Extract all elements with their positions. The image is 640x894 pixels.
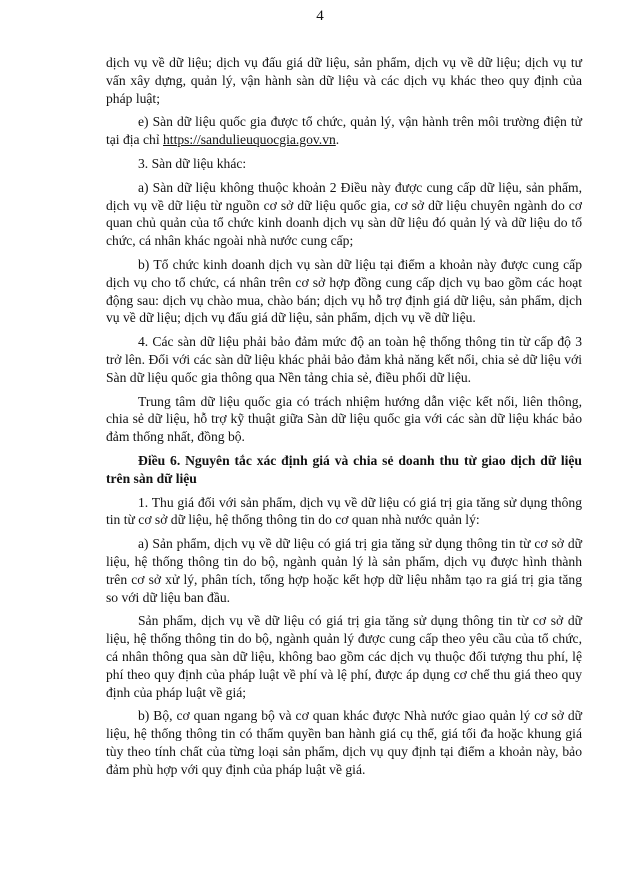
paragraph-continued: dịch vụ về dữ liệu; dịch vụ đấu giá dữ liệu, sản phẩm, dịch vụ về dữ liệu; dịch vụ tư vấn xây dựng, quản lý, vận hành sàn dữ liệu và các dịch vụ khác theo quy định của pháp luật; (106, 55, 582, 106)
paragraph-3a: a) Sàn dữ liệu không thuộc khoản 2 Điều này được cung cấp dữ liệu, sản phẩm, dịch vụ về dữ liệu từ nguồn cơ sở dữ liệu quốc gia, cơ sở dữ liệu chuyên ngành do cơ quan chủ quản của tổ chức kinh doanh dịch vụ sàn dữ liệu đó quản lý và dữ liệu do tổ chức, cá nhân khác ngoài nhà nước cung cấp; (106, 179, 582, 249)
paragraph-6-1a-continued: Sản phẩm, dịch vụ về dữ liệu có giá trị gia tăng sử dụng thông tin từ cơ sở dữ liệu, hệ thống thông tin do bộ, ngành quản lý được cung cấp theo yêu cầu của tổ chức, cá nhân thông qua sàn dữ liệu, không bao gồm các dịch vụ thuộc đối tượng thu phí, lệ phí theo quy định của pháp luật về phí và lệ phí, được áp dụng cơ chế thu giá theo quy định của pháp luật về giá; (106, 613, 582, 700)
paragraph-4: 4. Các sàn dữ liệu phải bảo đảm mức độ an toàn hệ thống thông tin từ cấp độ 3 trở lên. Đối với các sàn dữ liệu khác phải bảo đảm khả năng kết nối, chia sẻ dữ liệu với Sàn dữ liệu quốc gia thông qua Nền tảng chia sẻ, điều phối dữ liệu. (106, 334, 582, 385)
paragraph-4-continued: Trung tâm dữ liệu quốc gia có trách nhiệm hướng dẫn việc kết nối, liên thông, chia sẻ dữ liệu, hỗ trợ kỹ thuật giữa Sàn dữ liệu quốc gia với các sàn dữ liệu khác bảo đảm thống nhất, đồng bộ. (106, 393, 582, 445)
paragraph-3-heading: 3. Sàn dữ liệu khác: (138, 155, 247, 171)
document-body (106, 54, 582, 784)
paragraph-2e-text: e) Sàn dữ liệu quốc gia được tổ chức, quản lý, vận hành trên môi trường điện tử tại địa chỉ (106, 114, 582, 148)
page-number: 4 (316, 8, 324, 24)
article-6-title: Điều 6. Nguyên tắc xác định giá và chia sẻ doanh thu từ giao dịch dữ liệu trên sàn dữ liệu (106, 452, 582, 486)
paragraph-3b: b) Tổ chức kinh doanh dịch vụ sàn dữ liệu tại điểm a khoản này được cung cấp dịch vụ cho tổ chức, cá nhân trên cơ sở hợp đồng cung cấp dịch vụ bao gồm các hoạt động sau: dịch vụ chào mua, chào bán; dịch vụ hỗ trợ định giá dữ liệu, sản phẩm, dịch vụ về dữ liệu; dịch vụ đấu giá dữ liệu, sản phẩm, dịch vụ về dữ liệu. (106, 256, 582, 326)
paragraph-2e-suffix: . (335, 132, 340, 148)
paragraph-6-1a: a) Sản phẩm, dịch vụ về dữ liệu có giá trị gia tăng sử dụng thông tin từ cơ sở dữ liệu, hệ thống thông tin do bộ, ngành quản lý là sản phẩm, dịch vụ được hình thành trên cơ sở xử lý, phân tích, tổng hợp hoặc kết hợp dữ liệu nhằm tạo ra giá trị gia tăng so với dữ liệu ban đầu. (106, 536, 582, 605)
paragraph-6-1b: b) Bộ, cơ quan ngang bộ và cơ quan khác được Nhà nước giao quản lý cơ sở dữ liệu, hệ thống thông tin có thẩm quyền ban hành giá cụ thể, giá tối đa hoặc khung giá tùy theo tính chất của từng loại sản phẩm, dịch vụ quy định tại điểm a khoản này, bảo đảm phù hợp với quy định của pháp luật về giá. (106, 708, 582, 777)
paragraph-2e (106, 113, 582, 149)
paragraph-6-1: 1. Thu giá đối với sản phẩm, dịch vụ về dữ liệu có giá trị gia tăng sử dụng thông tin từ cơ sở dữ liệu, hệ thống thông tin do cơ quan nhà nước quản lý: (106, 494, 582, 528)
national-data-exchange-link[interactable]: https://sandulieuquocgia.gov.vn (163, 132, 336, 148)
